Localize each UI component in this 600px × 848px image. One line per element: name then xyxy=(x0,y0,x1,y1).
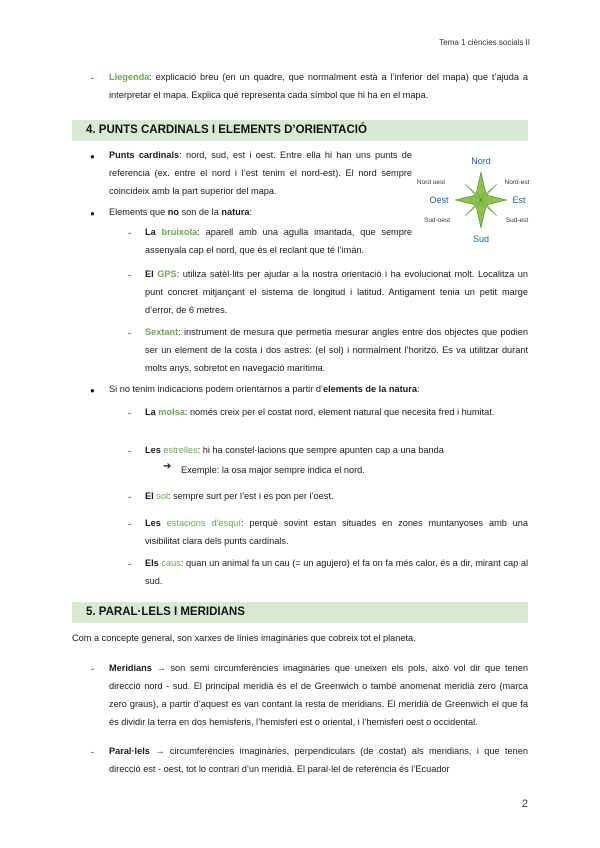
bullet: ● xyxy=(90,152,95,161)
page-number: 2 xyxy=(521,798,528,810)
molsa-term: molsa xyxy=(158,407,185,417)
estrelles-term: estrelles xyxy=(163,445,198,455)
sol-term: sol xyxy=(156,491,168,501)
section-5-heading: 5. PARAL·LELS I MERIDIANS xyxy=(72,602,528,623)
dash-marker: - xyxy=(128,519,132,529)
legend-text: : explicació breu (en un quadre, que normalment està a l’inferior del mapa) que t’ajuda a interpretar el mapa. Explica què representa cada símbol que hi ha en el mapa. xyxy=(109,72,528,100)
cardinals-term: Punts cardinals xyxy=(109,150,180,160)
dash-marker: - xyxy=(91,747,95,757)
legend-term: Llegenda xyxy=(109,72,150,82)
caus-term: caus xyxy=(161,558,181,568)
compass-label-northwest: Nord oest xyxy=(416,179,446,186)
example-text: Exemple: la osa major sempre indica el nord. xyxy=(181,465,365,475)
compass-label-west: Oest xyxy=(429,195,449,205)
dash-marker: - xyxy=(128,408,132,418)
cardinals-text: : nord, sud, est i oest. Entre ella hi han uns punts de referencia (ex. entre el nord i l’est tenim el nord-est). El nord sempre coincideix amb la part superior del mapa. xyxy=(109,150,412,196)
not-nature-heading: Elements que no son de la natura: xyxy=(109,207,253,217)
estrelles-paragraph: Les estrelles: hi ha constel·lacions que sempre apunten cap a una banda xyxy=(145,445,444,455)
section-5-intro: Com a concepte general, son xarxes de línies imaginàries que cobreix tot el planeta. xyxy=(72,633,416,643)
page-header: Tema 1 ciències socials II xyxy=(439,38,530,47)
dash-marker: - xyxy=(128,446,132,456)
bullet: ● xyxy=(90,209,95,218)
compass-label-southeast: Sud-est xyxy=(505,217,529,224)
compass-label-northeast: Nord-est xyxy=(504,179,530,186)
gps-term: GPS xyxy=(157,269,177,279)
parallels-paragraph: Paral·lels → circumferències imaginàries, perpendiculars (de costat) als meridians, i que tenen direcció est - oest, tot lo contrari d’un meridià. El paral·lel de referència és l’Ecuador xyxy=(109,746,528,774)
brujola-term: brúixola xyxy=(161,227,198,237)
dash-marker: - xyxy=(128,492,132,502)
caus-paragraph: Els caus: quan un animal fa un cau (= un agujero) el fa on fa més calor, és a dir, mirant cap al sud. xyxy=(145,558,528,586)
brujola-paragraph: La brúixola: aparell amb una agulla imantada, que sempre assenyala cap el nord, que és el reclant que té l’imàn. xyxy=(145,227,412,255)
gps-paragraph: El GPS: utiliza satèl·lits per ajudar a la nostra orientació i ha evolucionat molt. Localitza un punt concret mitjançant el sistema de longitud i latitud. Antigament tenia un petit marge d’error, de 6 metres. xyxy=(145,269,529,315)
esqui-paragraph: Les estacions d’esquí: perquè sovint estan situades en zones muntanyoses amb una visibilitat clara dels punts cardinals. xyxy=(145,518,529,546)
compass-label-southwest: Sud-oest xyxy=(423,217,451,224)
sextant-paragraph: Sextant: instrument de mesura que permetia mesurar angles entre dos objectes que podien ser un element de la costa i dos astres: (el sol) i normalment l’horitzó. Es va utilitzar durant molts anys, sobretot en navegació marítima. xyxy=(145,327,528,373)
dash-marker: - xyxy=(91,664,95,674)
compass-star-icon xyxy=(455,172,507,228)
sol-paragraph: El sol: sempre surt per l’est i es pon per l’oest. xyxy=(145,491,334,501)
dash-marker: - xyxy=(128,270,132,280)
compass-rose-diagram xyxy=(413,150,535,250)
nature-intro: Si no tenim indicacions podem orientarnos a partir d’elements de la natura: xyxy=(109,384,420,394)
dash-marker: - xyxy=(128,228,132,238)
compass-label-north: Nord xyxy=(471,156,491,166)
arrow-right-icon: ➔ xyxy=(163,461,172,472)
compass-label-east: Est xyxy=(512,195,526,205)
section-4-heading: 4. PUNTS CARDINALS I ELEMENTS D’ORIENTACIÓ xyxy=(72,120,528,141)
dash-marker: - xyxy=(128,328,132,338)
sextant-term: Sextant xyxy=(145,327,179,337)
cardinals-paragraph xyxy=(109,146,412,200)
esqui-term: estacions d’esquí xyxy=(166,518,241,528)
parallels-term: Paral·lels xyxy=(109,746,150,756)
dash-marker: - xyxy=(91,73,95,83)
meridians-term: Meridians xyxy=(109,663,152,673)
molsa-paragraph: La molsa: només creix per el costat nord, element natural que necesita fred i humitat. xyxy=(145,407,495,417)
bullet: ● xyxy=(90,386,95,395)
meridians-paragraph: Meridians → son semi circumferències imaginàries que uneixen els pols, això vol dir que tenen direcció nord - sud. El principal meridià és el de Greenwich o també anomenat meridià zero (marca zero graus), a partir d’aquest es van contant la resta de meridians. El meridià de Greenwich el que fa és dividir la terra en dos hemisferis, l’hemisferi est o oriental, i l’hemisferi oest o occidental. xyxy=(109,663,528,727)
legend-paragraph xyxy=(109,68,528,104)
dash-marker: - xyxy=(128,559,132,569)
compass-label-south: Sud xyxy=(472,234,490,244)
